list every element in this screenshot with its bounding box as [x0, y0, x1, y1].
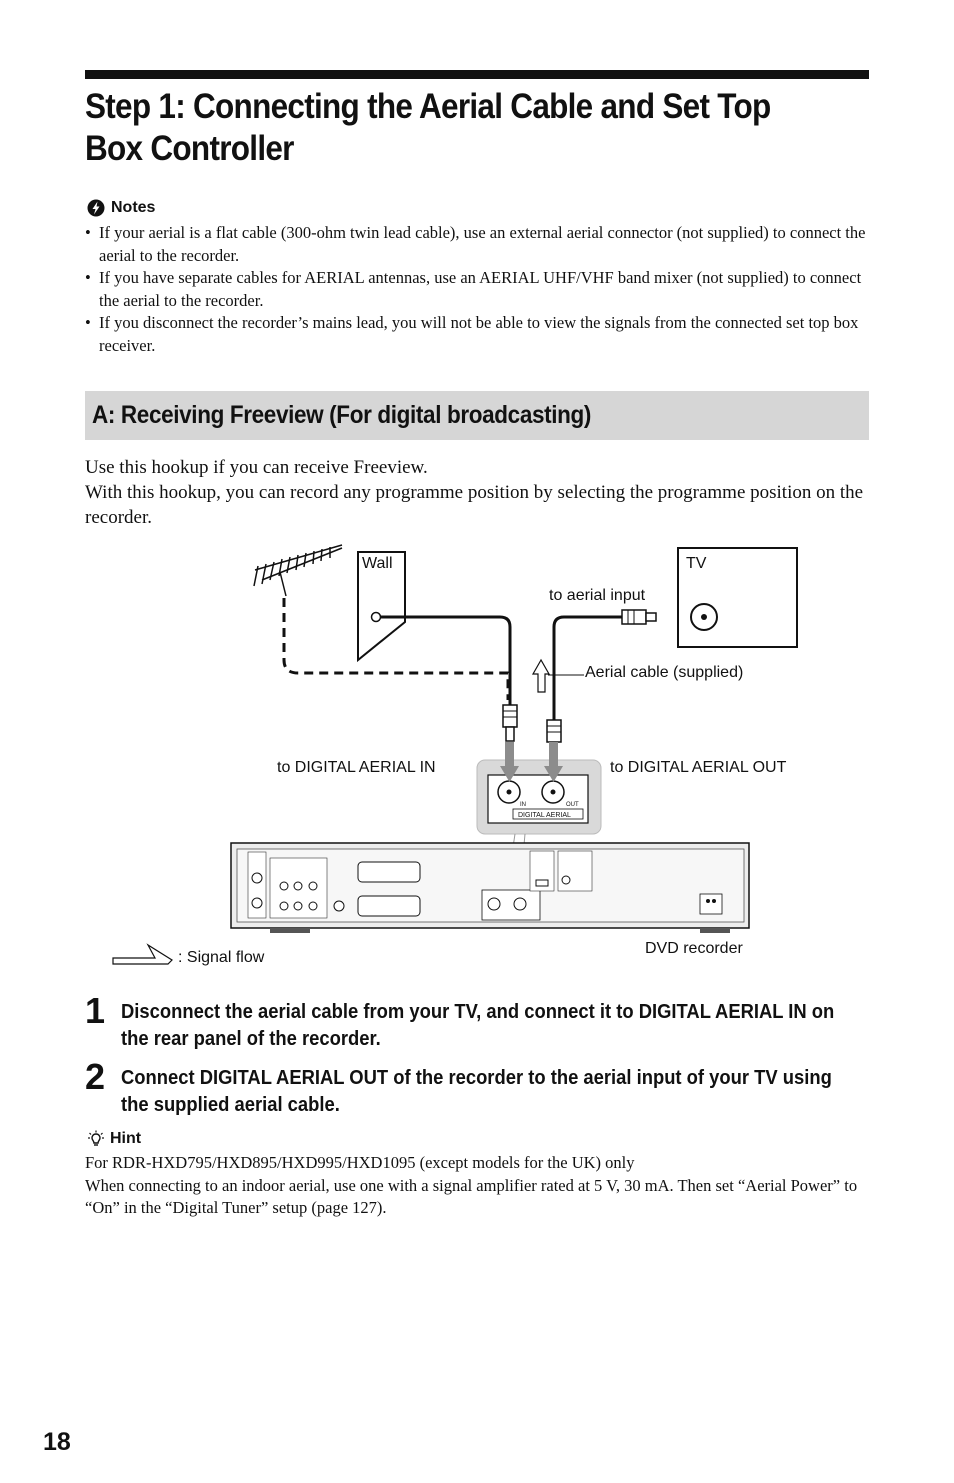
note-item: • If you disconnect the recorder’s mains lead, you will not be able to view the signals from the connected set top box receiver. [85, 312, 870, 357]
connector-plug-in [503, 705, 517, 741]
tv-label: TV [686, 555, 707, 572]
section-banner [85, 391, 869, 440]
aerial-antenna-icon [254, 545, 342, 596]
page-number: 18 [43, 1428, 71, 1456]
connection-diagram [0, 530, 954, 970]
intro-line: Use this hookup if you can receive Freeview. [85, 457, 428, 478]
intro-line: With this hookup, you can record any programme position by selecting the programme position on the recorder. [85, 482, 864, 528]
to-aerial-input-label: to aerial input [549, 587, 646, 604]
page-title: Step 1: Connecting the Aerial Cable and Set Top Box Controller [85, 87, 771, 168]
step-text: Disconnect the aerial cable from your TV, and connect it to DIGITAL AERIAL IN on the rear panel of the recorder. [121, 1001, 835, 1050]
title-rule [85, 70, 869, 79]
dvd-recorder [231, 843, 749, 933]
step-number: 2 [85, 1056, 106, 1097]
notes-label: Notes [111, 199, 156, 216]
port-out-label: OUT [566, 802, 579, 808]
step-number: 1 [85, 990, 106, 1031]
hint-line: For RDR-HXD795/HXD895/HXD995/HXD1095 (except models for the UK) only [85, 1153, 635, 1172]
connector-plug-out [547, 720, 561, 742]
to-digital-out-label: to DIGITAL AERIAL OUT [610, 759, 787, 776]
to-digital-in-label: to DIGITAL AERIAL IN [277, 759, 436, 776]
signal-flow-label: : Signal flow [178, 949, 265, 966]
lightbulb-icon [87, 1130, 105, 1148]
section-intro [85, 455, 865, 530]
cable-wall-to-in [380, 617, 510, 705]
step-text: Connect DIGITAL AERIAL OUT of the recorder to the aerial input of your TV using the supplied aerial cable. [121, 1067, 832, 1116]
notes-heading [87, 199, 155, 217]
digital-aerial-label: DIGITAL AERIAL [518, 812, 571, 819]
zoomed-port-panel [477, 760, 601, 834]
note-item: • If you have separate cables for AERIAL antennas, use an AERIAL UHF/VHF band mixer (not supplied) to connect the aerial to the recorder. [85, 267, 870, 312]
signal-flow-legend-icon [113, 945, 172, 964]
section-title: A: Receiving Freeview (For digital broadcasting) [92, 401, 592, 429]
hint-label: Hint [110, 1130, 142, 1147]
connector-plug-tv [622, 610, 656, 624]
note-item: • If your aerial is a flat cable (300-ohm twin lead cable), use an external aerial connector (not supplied) to connect the aerial to the recorder. [85, 222, 870, 267]
wall-label: Wall [362, 555, 393, 572]
notes-list [85, 222, 870, 357]
aerial-cable-label: Aerial cable (supplied) [585, 664, 744, 681]
port-in-label: IN [520, 802, 526, 808]
dvd-recorder-label: DVD recorder [645, 940, 743, 957]
hint-heading [87, 1130, 141, 1148]
notes-icon [87, 199, 105, 217]
signal-flow-arrow-up [533, 660, 549, 692]
hint-body [85, 1152, 870, 1220]
hint-line: When connecting to an indoor aerial, use one with a signal amplifier rated at 5 V, 30 mA. Then set “Aerial Power” to “On” in the “Digital Tuner” setup (page 127). [85, 1175, 858, 1217]
